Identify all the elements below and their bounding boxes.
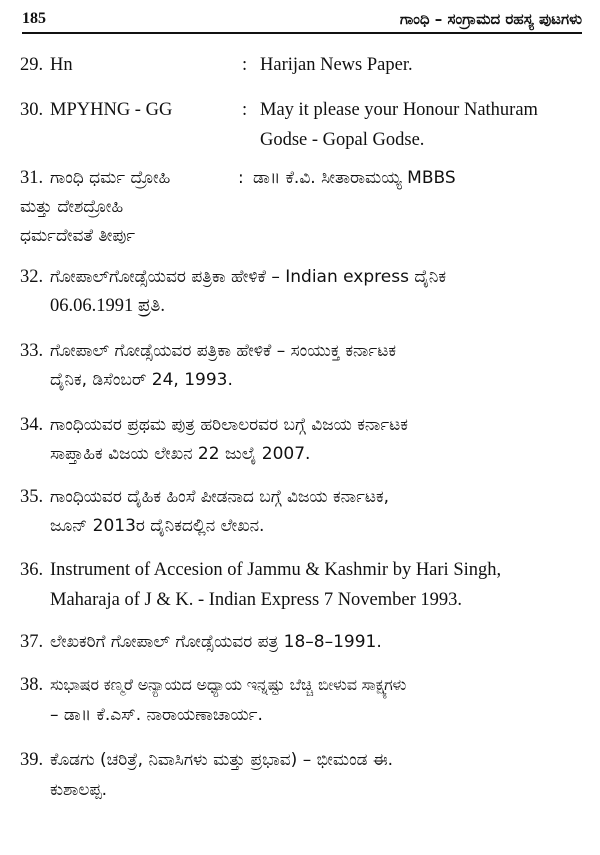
item-number: 30.	[20, 100, 44, 120]
item-text: May it please your Honour Nathuram	[260, 100, 538, 120]
item-number: 35.	[20, 487, 44, 507]
item-number: 34.	[20, 415, 44, 435]
item-text: Maharaja of J & K. - Indian Express 7 November 1993.	[50, 590, 463, 610]
item-label: MPYHNG - GG	[50, 100, 173, 120]
item-text: ಲೇಖಕರಿಗೆ ಗೋಪಾಲ್ ಗೋಡ್ಸೆಯವರ ಪತ್ರ 18–8–1991.	[50, 632, 382, 652]
item-text: ದೈನಿಕ, ಡಿಸೆಂಬರ್ 24, 1993.	[50, 370, 233, 390]
page-header	[22, 10, 582, 34]
page-number: 185	[22, 10, 46, 27]
item-number: 36.	[20, 560, 44, 580]
item-text: Harijan News Paper.	[260, 55, 413, 75]
item-number: 29.	[20, 55, 44, 75]
item-text: 06.06.1991 ಪ್ರತಿ.	[50, 296, 165, 316]
item-label: ಧರ್ಮದೇವತೆ ತೀರ್ಪು	[20, 226, 136, 246]
item-text: ಕುಶಾಲಪ್ಪ.	[50, 780, 107, 800]
item-colon: :	[238, 168, 244, 188]
item-text: Instrument of Accesion of Jammu & Kashmir by Hari Singh,	[50, 560, 502, 580]
item-number: 37.	[20, 632, 44, 652]
item-label: Hn	[50, 55, 73, 75]
item-text: ಜೂನ್ 2013ರ ದೈನಿಕದಲ್ಲಿನ ಲೇಖನ.	[50, 516, 265, 536]
item-text: ಸಾಪ್ತಾಹಿಕ ವಿಜಯ ಲೇಖನ 22 ಜುಲೈ 2007.	[50, 444, 311, 464]
running-head: ಗಾಂಧಿ – ಸಂಗ್ರಾಮದ ರಹಸ್ಯ ಪುಟಗಳು	[399, 10, 582, 28]
item-text: ಸುಭಾಷರ ಕಣ್ಮರೆ ಅನ್ಯಾಯದ ಅಧ್ಯಾಯ ಇನ್ನಷ್ಟು ಬೆಚ್ಚಿ ಬೀಳುವ ಸಾಕ್ಷ್ಯಗಳು	[50, 675, 407, 694]
item-text: – ಡಾ॥ ಕೆ.ಎಸ್. ನಾರಾಯಣಾಚಾರ್ಯ.	[50, 705, 263, 725]
item-number: 33.	[20, 341, 44, 361]
item-colon: :	[242, 100, 248, 120]
item-number: 31.	[20, 168, 44, 188]
item-number: 38.	[20, 675, 44, 695]
item-text: ಗಾಂಧಿಯವರ ದೈಹಿಕ ಹಿಂಸೆ ಪೀಡನಾದ ಬಗ್ಗೆ ವಿಜಯ ಕರ್ನಾಟಕ,	[50, 487, 390, 507]
item-text: ಗಾಂಧಿಯವರ ಪ್ರಥಮ ಪುತ್ರ ಹರಿಲಾಲರವರ ಬಗ್ಗೆ ವಿಜಯ ಕರ್ನಾಟಕ	[50, 415, 408, 435]
item-colon: :	[242, 55, 248, 75]
item-text: ಕೊಡಗು (ಚರಿತ್ರೆ, ನಿವಾಸಿಗಳು ಮತ್ತು ಪ್ರಭಾವ) – ಭೀಮಂಡ ಈ.	[50, 750, 394, 770]
item-number: 39.	[20, 750, 44, 770]
item-text: Godse - Gopal Godse.	[260, 130, 425, 150]
item-number: 32.	[20, 267, 44, 287]
item-text: ಡಾ॥ ಕೆ.ವಿ. ಸೀತಾರಾಮಯ್ಯ MBBS	[253, 168, 456, 188]
item-label: ಮತ್ತು ದೇಶದ್ರೋಹಿ	[20, 197, 124, 217]
item-text: ಗೋಪಾಲ್ ಗೋಡ್ಸೆಯವರ ಪತ್ರಿಕಾ ಹೇಳಿಕೆ – ಸಂಯುಕ್ತ ಕರ್ನಾಟಕ	[50, 341, 396, 361]
item-text: ಗೋಪಾಲ್‌ಗೋಡ್ಸೆಯವರ ಪತ್ರಿಕಾ ಹೇಳಿಕೆ – Indian express ದೈನಿಕ	[50, 267, 446, 287]
item-label: ಗಾಂಧಿ ಧರ್ಮ ದ್ರೋಹಿ	[50, 168, 171, 188]
